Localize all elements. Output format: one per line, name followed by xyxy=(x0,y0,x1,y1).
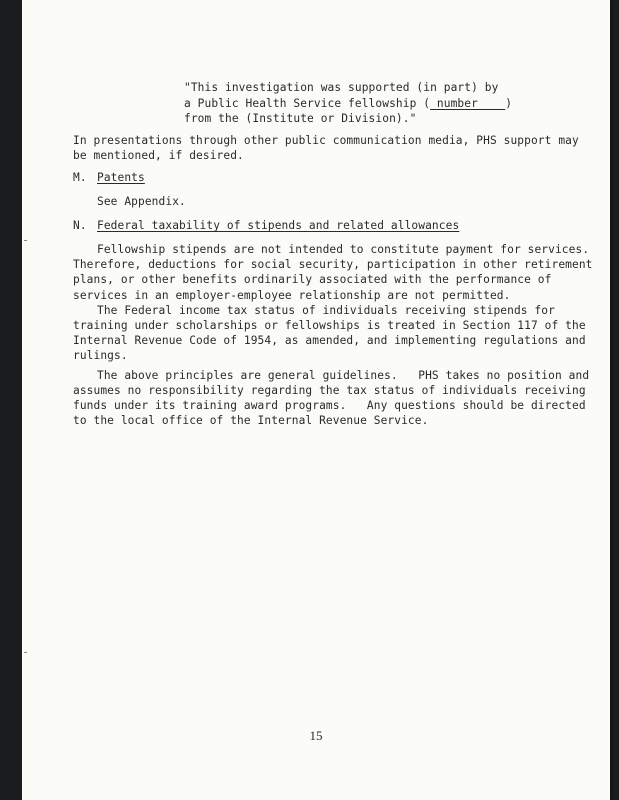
section-n-letter: N. xyxy=(73,219,87,232)
section-m-body: See Appendix. xyxy=(97,195,186,208)
quote-line-2-prefix: a Public Health Service fellowship ( xyxy=(184,97,431,110)
paragraph-2-line: Internal Revenue Code of 1954, as amended, and implementing regulations and xyxy=(73,334,586,347)
fellowship-number-field: number xyxy=(436,97,478,110)
paragraph-3-line: The above principles are general guidelines. PHS takes no position and xyxy=(97,369,590,382)
media-note-line-1: In presentations through other public communication media, PHS support may xyxy=(73,134,579,147)
quote-line-1: "This investigation was supported (in part) by xyxy=(184,81,499,94)
paragraph-2-line: The Federal income tax status of individuals receiving stipends for xyxy=(97,304,555,317)
paragraph-1-line: Therefore, deductions for social security, participation in other retirement xyxy=(73,258,593,271)
document-page xyxy=(22,0,610,800)
section-m-letter: M. xyxy=(73,171,87,184)
paragraph-3-line: to the local office of the Internal Revenue Service. xyxy=(73,414,429,427)
page-number: 15 xyxy=(309,728,323,743)
quote-line-2 xyxy=(184,96,512,111)
paragraph-2-line: rulings. xyxy=(73,349,128,362)
quote-line-3: from the (Institute or Division)." xyxy=(184,112,417,125)
margin-mark xyxy=(24,240,27,241)
paragraph-1-line: plans, or other benefits ordinarily associated with the performance of xyxy=(73,273,552,286)
paragraph-1-line: services in an employer-employee relationship are not permitted. xyxy=(73,289,511,302)
section-n-heading: Federal taxability of stipends and related allowances xyxy=(97,219,460,232)
paragraph-3-line: funds under its training award programs. Any questions should be directed xyxy=(73,399,586,412)
section-m-heading: Patents xyxy=(97,171,145,184)
paragraph-2-line: training under scholarships or fellowships is treated in Section 117 of the xyxy=(73,319,586,332)
media-note-line-2: be mentioned, if desired. xyxy=(73,149,244,162)
paragraph-3-line: assumes no responsibility regarding the tax status of individuals receiving xyxy=(73,384,586,397)
margin-mark xyxy=(24,652,27,653)
quote-line-2-suffix: ) xyxy=(505,97,513,110)
paragraph-1-line: Fellowship stipends are not intended to constitute payment for services. xyxy=(97,243,590,256)
